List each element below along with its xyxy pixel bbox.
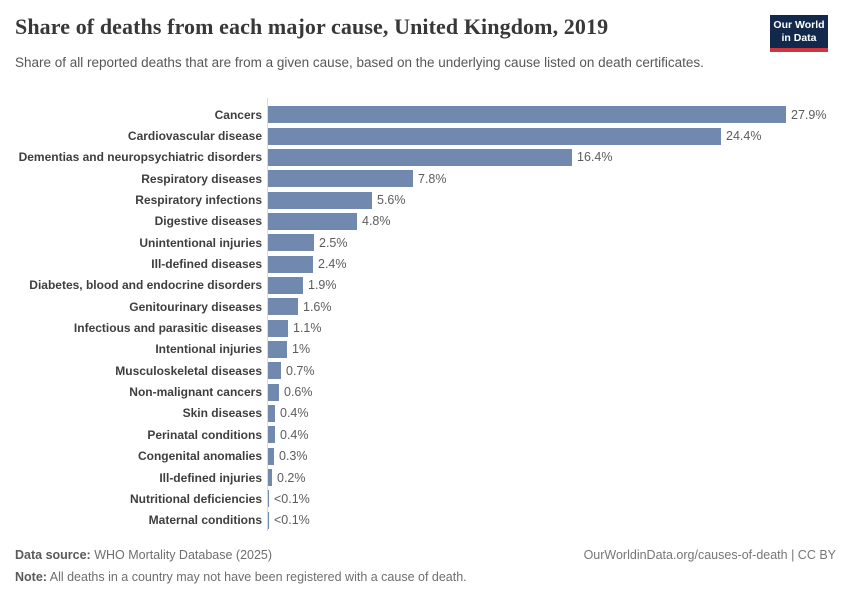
bar[interactable]	[268, 490, 269, 507]
bar[interactable]	[268, 448, 274, 465]
value-label: 0.7%	[286, 363, 315, 378]
data-source-text: WHO Mortality Database (2025)	[90, 548, 273, 562]
chart-row	[0, 104, 850, 125]
chart-row	[0, 125, 850, 146]
chart-row	[0, 168, 850, 189]
note-text: All deaths in a country may not have been registered with a cause of death.	[46, 570, 467, 584]
bar-wrap	[268, 448, 850, 465]
category-label: Dementias and neuropsychiatric disorders	[18, 150, 262, 165]
bar-wrap	[268, 128, 850, 145]
value-label: 1%	[292, 342, 311, 357]
value-label: 2.5%	[319, 235, 348, 250]
category-label: Respiratory infections	[135, 193, 262, 208]
bar-wrap	[268, 362, 850, 379]
category-label: Digestive diseases	[154, 214, 262, 229]
category-label: Congenital anomalies	[137, 449, 262, 464]
bar[interactable]	[268, 128, 721, 145]
note-label: Note:	[15, 570, 47, 584]
bar[interactable]	[268, 213, 357, 230]
value-label: 0.4%	[280, 406, 309, 421]
bar-wrap	[268, 213, 850, 230]
chart-row	[0, 424, 850, 445]
chart-row	[0, 232, 850, 253]
bar-wrap	[268, 106, 850, 123]
bar[interactable]	[268, 234, 314, 251]
bar[interactable]	[268, 320, 288, 337]
value-label: <0.1%	[274, 491, 310, 506]
value-label: 1.1%	[293, 321, 322, 336]
owid-link: OurWorldinData.org/causes-of-death | CC BY	[583, 548, 836, 562]
bar-wrap	[268, 149, 850, 166]
bar-wrap	[268, 277, 850, 294]
bar-chart	[0, 104, 850, 531]
value-label: 1.9%	[308, 278, 337, 293]
bar-wrap	[268, 405, 850, 422]
owid-logo[interactable]	[770, 15, 828, 52]
bar[interactable]	[268, 106, 786, 123]
bar[interactable]	[268, 362, 281, 379]
value-label: 7.8%	[418, 171, 447, 186]
chart-row	[0, 467, 850, 488]
bar[interactable]	[268, 256, 313, 273]
chart-row	[0, 296, 850, 317]
category-label: Musculoskeletal diseases	[115, 363, 262, 378]
bar[interactable]	[268, 341, 287, 358]
category-label: Respiratory diseases	[141, 171, 262, 186]
value-label: <0.1%	[274, 513, 310, 528]
bar[interactable]	[268, 426, 275, 443]
category-label: Ill-defined injuries	[159, 470, 262, 485]
value-label: 27.9%	[791, 107, 827, 122]
bar-wrap	[268, 298, 850, 315]
category-label: Ill-defined diseases	[151, 257, 262, 272]
category-label: Cardiovascular disease	[127, 129, 262, 144]
bar-wrap	[268, 256, 850, 273]
category-label: Non-malignant cancers	[129, 385, 262, 400]
category-label: Cancers	[214, 107, 262, 122]
chart-row	[0, 381, 850, 402]
category-label: Genitourinary diseases	[129, 299, 262, 314]
category-label: Skin diseases	[182, 406, 262, 421]
bar[interactable]	[268, 298, 298, 315]
bar-wrap	[268, 490, 850, 507]
value-label: 16.4%	[577, 150, 613, 165]
chart-footer	[15, 548, 836, 592]
category-label: Maternal conditions	[148, 513, 262, 528]
value-label: 4.8%	[362, 214, 391, 229]
data-source-label: Data source:	[15, 548, 91, 562]
chart-row	[0, 147, 850, 168]
chart-row	[0, 211, 850, 232]
bar[interactable]	[268, 277, 303, 294]
bar[interactable]	[268, 149, 572, 166]
value-label: 2.4%	[318, 257, 347, 272]
bar-wrap	[268, 426, 850, 443]
value-label: 0.4%	[280, 427, 309, 442]
chart-subtitle: Share of all reported deaths that are from a given cause, based on the underlying cause listed on death certificates.	[15, 55, 704, 70]
value-label: 0.3%	[279, 449, 308, 464]
chart-row	[0, 488, 850, 509]
bar-wrap	[268, 170, 850, 187]
category-label: Infectious and parasitic diseases	[73, 321, 262, 336]
chart-row	[0, 403, 850, 424]
bar-wrap	[268, 384, 850, 401]
bar-wrap	[268, 192, 850, 209]
chart-row	[0, 360, 850, 381]
chart-row	[0, 253, 850, 274]
bar[interactable]	[268, 384, 279, 401]
bar-wrap	[268, 469, 850, 486]
chart-row	[0, 189, 850, 210]
bar-wrap	[268, 512, 850, 529]
value-label: 0.6%	[284, 385, 313, 400]
category-label: Diabetes, blood and endocrine disorders	[29, 278, 262, 293]
bar-wrap	[268, 234, 850, 251]
chart-row	[0, 339, 850, 360]
bar[interactable]	[268, 512, 269, 529]
bar[interactable]	[268, 405, 275, 422]
value-label: 1.6%	[303, 299, 332, 314]
value-label: 24.4%	[726, 129, 762, 144]
owid-logo-line1: Our World	[773, 19, 825, 31]
bar-wrap	[268, 320, 850, 337]
chart-row	[0, 446, 850, 467]
bar[interactable]	[268, 469, 272, 486]
bar[interactable]	[268, 170, 413, 187]
category-label: Intentional injuries	[155, 342, 262, 357]
chart-row	[0, 510, 850, 531]
chart-rows	[0, 104, 850, 531]
bar[interactable]	[268, 192, 372, 209]
category-label: Perinatal conditions	[147, 427, 262, 442]
category-label: Nutritional deficiencies	[129, 491, 262, 506]
owid-logo-line2: in Data	[781, 31, 817, 44]
chart-row	[0, 275, 850, 296]
chart-row	[0, 317, 850, 338]
page-title: Share of deaths from each major cause, United Kingdom, 2019	[15, 14, 609, 39]
note-line	[15, 570, 836, 584]
value-label: 0.2%	[277, 470, 306, 485]
value-label: 5.6%	[377, 193, 406, 208]
bar-wrap	[268, 341, 850, 358]
category-label: Unintentional injuries	[139, 235, 262, 250]
